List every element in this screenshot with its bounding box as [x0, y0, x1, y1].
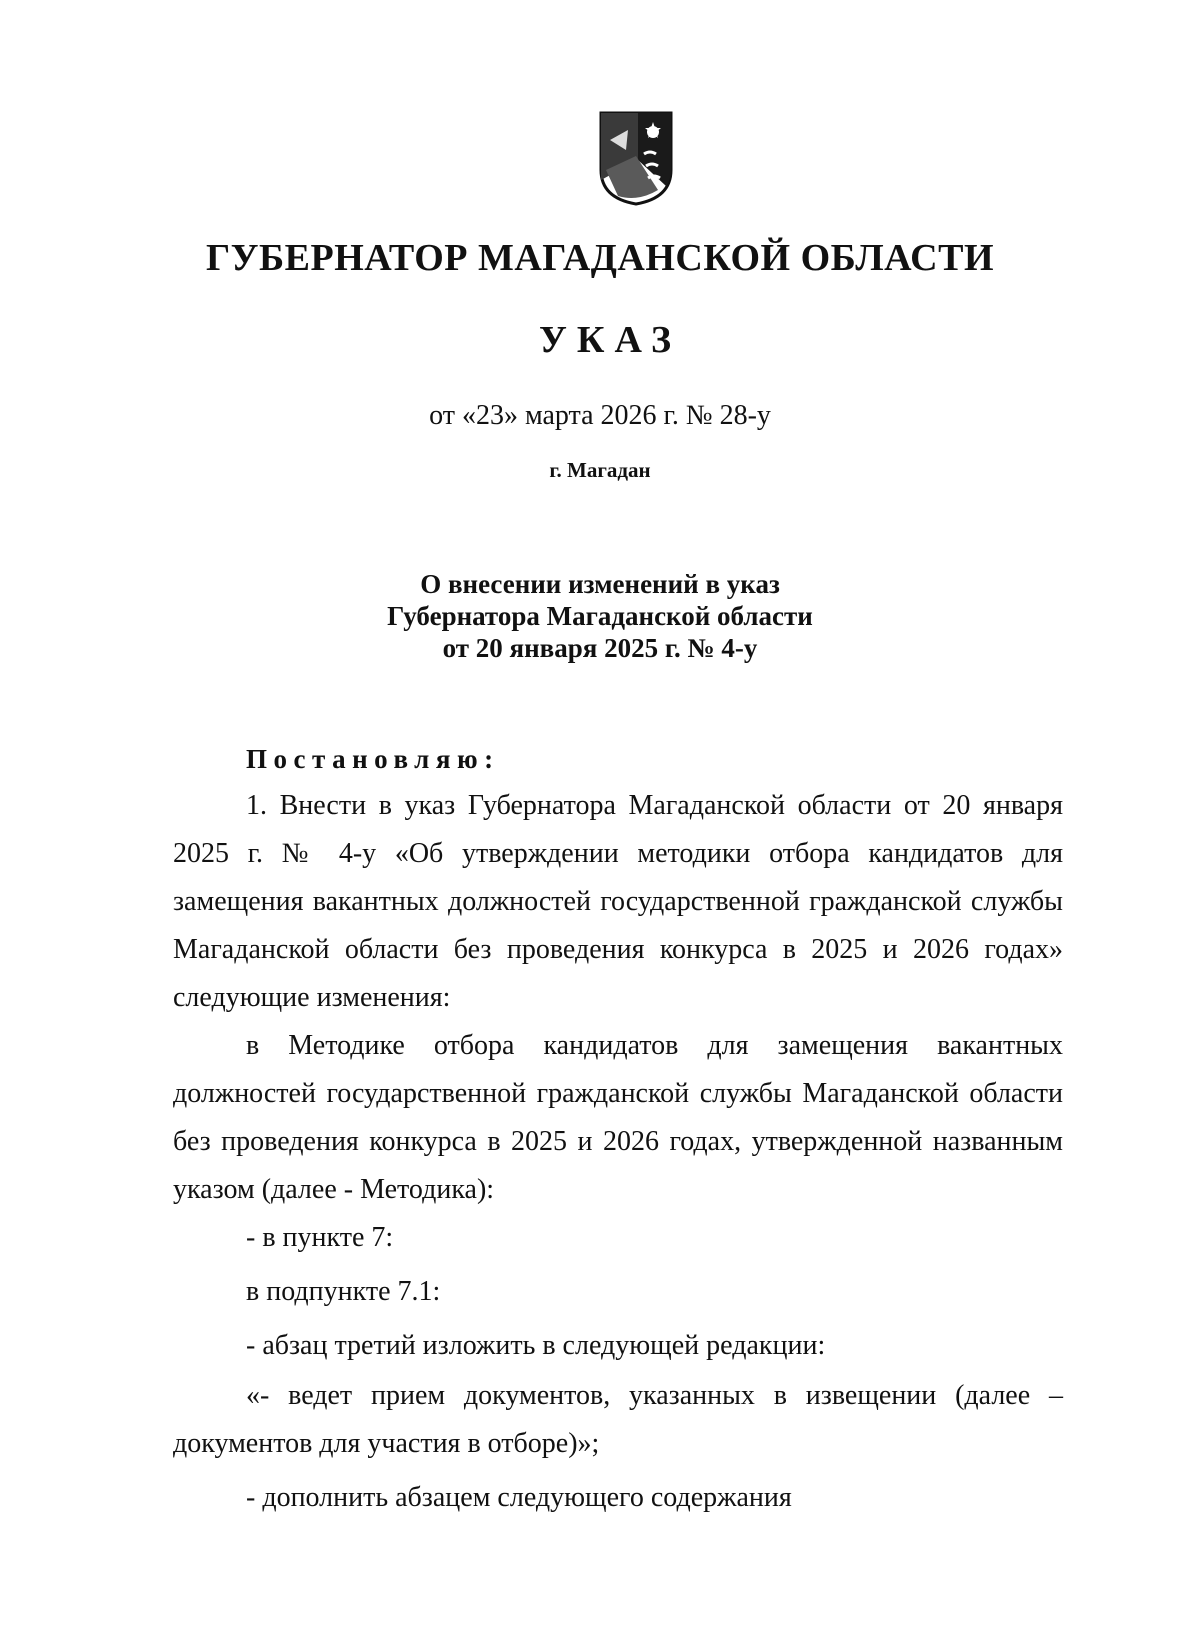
paragraph-text: «- ведет прием документов, указанных в извещении (далее – документов для участия в отборе)»; — [173, 1380, 1063, 1459]
paragraph-1 — [173, 782, 1063, 1022]
title-line: от 20 января 2025 г. № 4-у — [442, 633, 758, 663]
document-type: УКАЗ — [539, 319, 681, 361]
issue-city: г. Магадан — [549, 458, 651, 482]
list-item: - дополнить абзацем следующего содержания — [246, 1482, 792, 1513]
paragraph-quote — [173, 1372, 1063, 1468]
resolve-heading: Постановляю: — [246, 744, 500, 774]
list-item: - абзац третий изложить в следующей редакции: — [246, 1330, 826, 1361]
title-line: Губернатора Магаданской области — [387, 601, 813, 631]
paragraph-text: 1. Внести в указ Губернатора Магаданской области от 20 января 2025 г. № 4-у «Об утверждении методики отбора кандидатов для замещения вакантных должностей государственной гражданской службы Магаданской области без проведения конкурса в 2025 и 2026 годах» следующие изменения: — [173, 790, 1063, 1013]
paragraph-text: в Методике отбора кандидатов для замещения вакантных должностей государственной гражданской службы Магаданской области без проведения конкурса в 2025 и 2026 годах, утвержденной названным указом (далее - Методика): — [173, 1030, 1063, 1205]
list-item: в подпункте 7.1: — [246, 1276, 441, 1307]
date-and-number: от «23» марта 2026 г. № 28-у — [429, 400, 771, 431]
list-item: - в пункте 7: — [246, 1222, 394, 1253]
paragraph-2 — [173, 1022, 1063, 1214]
coat-of-arms-icon — [598, 110, 674, 206]
document-title — [0, 568, 1200, 664]
issuing-authority: ГУБЕРНАТОР МАГАДАНСКОЙ ОБЛАСТИ — [205, 237, 995, 279]
title-line: О внесении изменений в указ — [420, 569, 780, 599]
